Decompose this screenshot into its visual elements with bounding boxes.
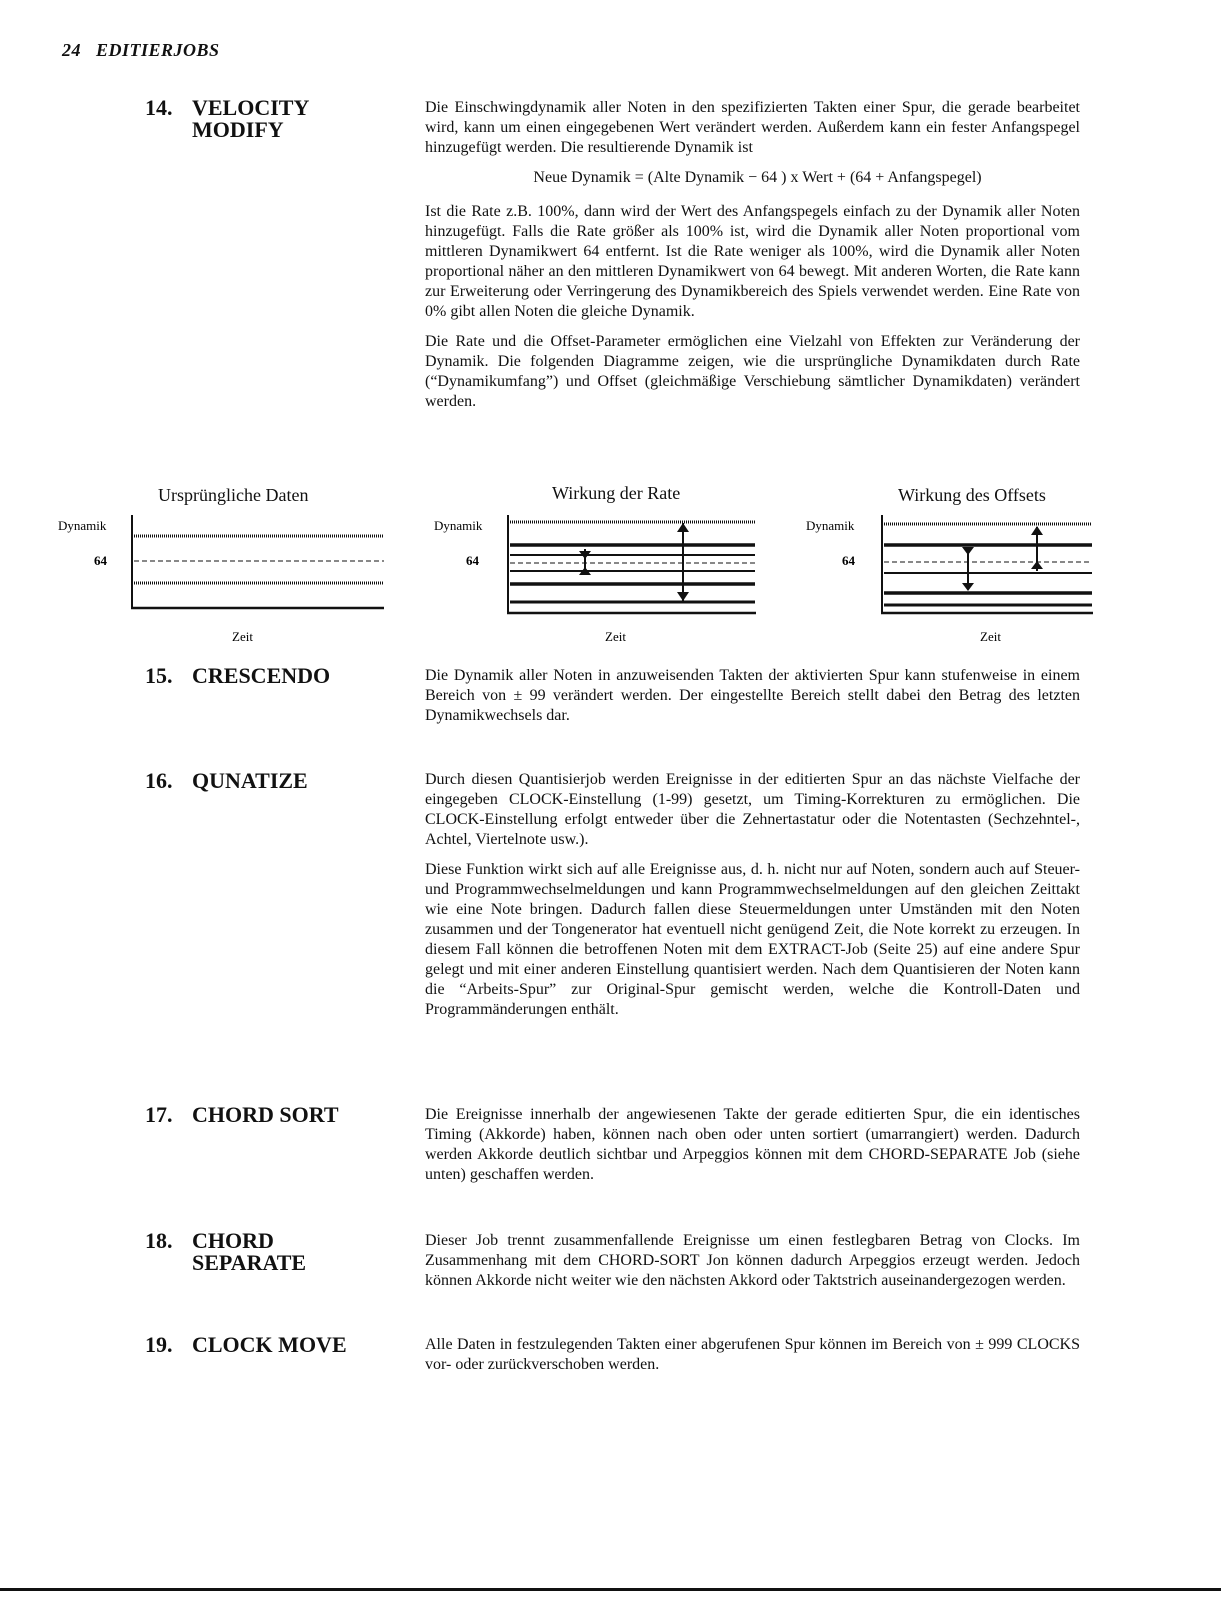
diagram-offset-mid-label: 64: [842, 553, 855, 568]
job-17-number: 17.: [145, 1102, 173, 1127]
job-16-title: [192, 770, 402, 792]
diagram-rate: [434, 515, 756, 644]
job-14-paragraph-3: Die Rate und die Offset-Parameter ermöglichen eine Vielzahl von Effekten zur Veränderung der Dynamik. Die folgenden Diagramme zeigen, wie die ursprüngliche Dynamikdaten durch Rate (“Dynamikumfang”) und Offset (gleichmäßige Verschiebung sämtlicher Dynamikdaten) verändert werden.: [425, 333, 1080, 410]
job-18-body: [425, 1231, 1080, 1301]
job-14-paragraph-1: Die Einschwingdynamik aller Noten in den spezifizierten Takten einer Spur, die gerade bearbeitet wird, kann um einen eingegebenen Wert verändert werden. Außerdem kann ein fester Anfangspegel hinzugefügt werden. Die resultierende Dynamik ist: [425, 99, 1080, 156]
job-17-title: [192, 1104, 402, 1126]
job-14-body: [425, 98, 1080, 422]
diagram-offset-title: Wirkung des Offsets: [898, 485, 1046, 505]
job-16-paragraph-2: Diese Funktion wirkt sich auf alle Ereignisse aus, d. h. nicht nur auf Noten, sondern auch auf Steuer- und Programmwechselmeldungen und kann Programmwechselmeldungen auf den gleichen Zeittakt wie eine Note bringen. Dadurch fallen diese Steuermeldungen unter Umständen mit den Noten zusammen und der Tongenerator hat eventuell nicht genügend Zeit, die Note korrekt zu erzeugen. In diesem Fall können die betroffenen Noten mit dem EXTRACT-Job (Seite 25) auf eine andere Spur gelegt und mit einer anderen Einstellung quantisiert werden. Nach dem Quantisieren der Noten kann die “Arbeits-Spur” zur Original-Spur gemischt werden, welche die Kontroll-Daten und Programmänderungen enthält.: [425, 861, 1080, 1018]
diagram-rate-title: Wirkung der Rate: [552, 483, 681, 503]
diagram-rate-mid-label: 64: [466, 553, 479, 568]
job-17-body: [425, 1105, 1080, 1195]
job-18-number: 18.: [145, 1228, 173, 1253]
job-18-title: [192, 1230, 402, 1274]
diagram-rate-y-axis-label: Dynamik: [434, 518, 483, 533]
diagram-rate-x-axis-label: Zeit: [605, 629, 626, 644]
diagram-offset-down-arrowhead-a: [962, 547, 974, 555]
diagram-rate-expand-arrowhead-down: [677, 592, 689, 601]
job-16-paragraph-1: Durch diesen Quantisierjob werden Ereignisse in der editierten Spur an das nächste Vielfache der eingegeben CLOCK-Einstellung (1-99) gesetzt, um Timing-Korrekturen zu ermöglichen. Die CLOCK-Einstellung erfolgt entweder über die Zehnertastatur oder die Notentasten (Sechzehntel-, Achtel, Viertelnote usw.).: [425, 771, 1080, 848]
diagram-offset-y-axis-label: Dynamik: [806, 518, 855, 533]
job-19-paragraph-1: Alle Daten in festzulegenden Takten einer abgerufenen Spur können im Bereich von ± 999 CLOCKS vor- oder zurückverschoben werden.: [425, 1336, 1080, 1373]
dynamics-diagrams: [0, 505, 1221, 655]
diagram-original: [58, 515, 384, 644]
job-17-title-line-1: CHORD SORT: [192, 1102, 339, 1127]
diagram-rate-expand-arrowhead-up: [677, 523, 689, 532]
job-15-title: [192, 665, 402, 687]
job-15-body: [425, 666, 1080, 736]
job-14-title-line-2: MODIFY: [192, 117, 284, 142]
velocity-formula: Neue Dynamik = (Alte Dynamik − 64 ) x Wert + (64 + Anfangspegel): [533, 169, 982, 186]
job-19-number: 19.: [145, 1332, 173, 1357]
job-14-title-line-1: VELOCITY: [192, 95, 310, 120]
job-15-title-line-1: CRESCENDO: [192, 663, 331, 688]
job-16-body: [425, 770, 1080, 1030]
job-18-paragraph-1: Dieser Job trennt zusammenfallende Ereignisse um einen festlegbaren Betrag von Clocks. Im Zusammenhang mit dem CHORD-SORT Jon können dadurch Arpeggios erzeugt werden. Jedoch können Akkorde nicht weiter wie den nächsten Akkord oder Taktstrich auseinandergezogen werden.: [425, 1232, 1080, 1289]
job-16-title-line-1: QUNATIZE: [192, 768, 308, 793]
diagram-original-mid-label: 64: [94, 553, 107, 568]
job-14-paragraph-2: Ist die Rate z.B. 100%, dann wird der Wert des Anfangspegels einfach zu der Dynamik aller Noten hinzugefügt. Falls die Rate größer als 100% ist, wird die Dynamik aller Noten proportional vom mittleren Dynamikwert 64 entfernt. Ist die Rate weniger als 100%, wird die Dynamik aller Noten proportional näher an den mittleren Dynamikwert von 64 bewegt. Mit anderen Worten, die Rate kann zur Erweiterung oder Verringerung des Dynamikbereich des Spiels verwendet werden. Eine Rate von 0% gibt allen Noten die gleiche Dynamik.: [425, 203, 1080, 320]
job-17-paragraph-1: Die Ereignisse innerhalb der angewiesenen Takte der gerade editierten Spur, die ein identisches Timing (Akkorde) haben, können nach oben oder unten sortiert (umarrangiert) werden. Dadurch werden Akkorde deutlich sichtbar und Arpeggios können mit dem CHORD-SEPARATE Job (siehe unten) geschaffen werden.: [425, 1106, 1080, 1183]
job-18-title-line-2: SEPARATE: [192, 1250, 307, 1275]
page-number: 24: [62, 40, 81, 60]
job-15-paragraph-1: Die Dynamik aller Noten in anzuweisenden Takten der aktivierten Spur kann stufenweise in einem Bereich von ± 99 verändert werden. Der eingestellte Bereich stellt dabei den Betrag des letzten Dynamikwechsels dar.: [425, 667, 1080, 724]
diagram-offset-x-axis-label: Zeit: [980, 629, 1001, 644]
section-title: EDITIERJOBS: [96, 40, 220, 60]
diagram-offset-down-arrowhead-b: [962, 583, 974, 591]
job-16-number: 16.: [145, 768, 173, 793]
job-19-title-line-1: CLOCK MOVE: [192, 1332, 347, 1357]
job-14-title: [192, 97, 402, 141]
diagram-original-y-axis-label: Dynamik: [58, 518, 107, 533]
job-19-body: [425, 1335, 1080, 1385]
diagram-offset-up-arrowhead-a: [1031, 526, 1043, 535]
job-14-number: 14.: [145, 95, 173, 120]
job-15-number: 15.: [145, 663, 173, 688]
job-19-title: [192, 1334, 402, 1356]
diagram-offset: [806, 515, 1093, 644]
footer-rule: [0, 1588, 1221, 1591]
diagram-original-x-axis-label: Zeit: [232, 629, 253, 644]
running-header: [62, 40, 220, 61]
job-18-title-line-1: CHORD: [192, 1228, 274, 1253]
diagram-original-title: Ursprüngliche Daten: [158, 485, 309, 505]
